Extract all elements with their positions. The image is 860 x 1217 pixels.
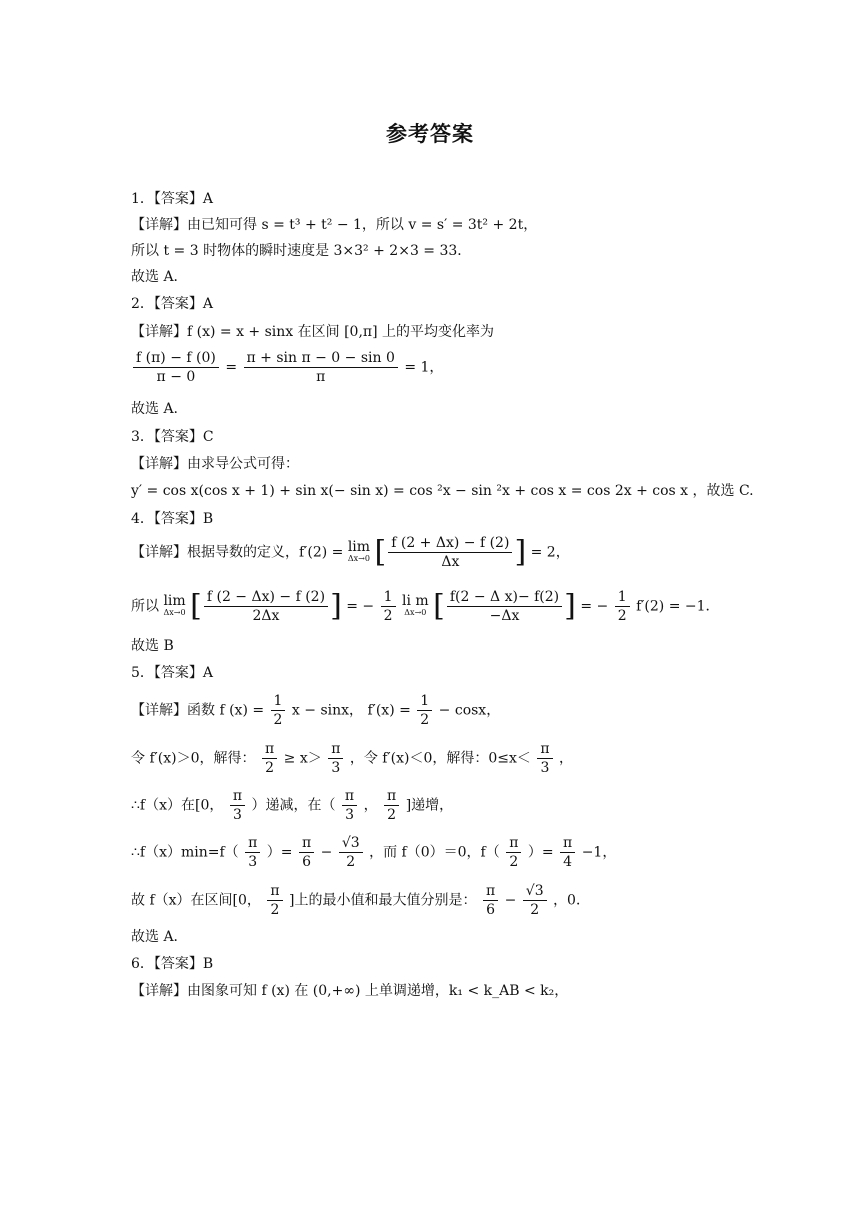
fraction: $\frac{\pi}{3}$ [245, 834, 260, 871]
q5-monotonic: 令 f′(x)＞0，解得： $\frac{\pi}{2}$ ≥ x＞ $\frac{\pi}{3}$ ，令 f′(x)＜0，解得：0≤x＜ $\frac{\pi}{3}$ ， [131, 741, 574, 776]
fraction: $\frac{\pi}{4}$ [560, 834, 575, 871]
fraction: $\frac{f (\pi) - f (0)}{\pi - 0}$ [133, 349, 219, 386]
q4-answer: 4．【答案】B [131, 511, 214, 527]
limit: lim Δx→0 [163, 592, 186, 617]
q2-explain: 【详解】f (x) = x + sinx 在区间 [0,π] 上的平均变化率为 [131, 324, 495, 340]
q6-explain: 【详解】由图象可知 f (x) 在 (0,+∞) 上单调递增，k₁ < k_AB < k₂， [131, 983, 569, 999]
fraction: $\frac{\pi}{2}$ [506, 834, 521, 871]
page-title: 参考答案 [386, 122, 474, 146]
q4-derivation: 所以 lim Δx→0 [ $\frac{f (2 - \Delta x) - f (2)}{2\Delta x}$ ] = − $\frac{1}{2}$ li m Δx→0 [ $\frac{\text{f(2 − Δ x)− f(2)}}{-\Delta x}$ ] = − $\frac{1}{2}$ f′(2) = −1． [131, 588, 720, 624]
fraction: $\frac{\pi}{6}$ [483, 882, 498, 919]
q3-formula: y′ = cos x(cos x + 1) + sin x(− sin x) = cos ²x − sin ²x + cos x = cos 2x + cos x ，故选 C. [131, 483, 754, 499]
limit: li m Δx→0 [401, 592, 429, 617]
q1-explain: 【详解】由已知可得 s = t³ + t² − 1，所以 v = s′ = 3t² + 2t， [131, 217, 538, 233]
fraction: $\frac{\pi}{3}$ [537, 740, 552, 777]
q5-min-value: ∴f（x）min=f（ $\frac{\pi}{3}$ ）= $\frac{\pi}{6}$ − $\frac{√3}{2}$ ，而 f（0）＝0，f（ $\frac{\pi}{2}$ ）= $\frac{\pi}{4}$ −1， [131, 835, 617, 870]
fraction: $\frac{\pi}{3}$ [342, 787, 357, 824]
q1-conclusion: 故选 A． [131, 269, 188, 285]
fraction: $\frac{\pi}{3}$ [328, 740, 343, 777]
q5-conclusion: 故选 A． [131, 929, 188, 945]
fraction: $\frac{√3}{2}$ [523, 882, 547, 919]
fraction: $\frac{\pi}{6}$ [299, 834, 314, 871]
q2-answer: 2．【答案】A [131, 296, 214, 312]
fraction: $\frac{1}{2}$ [381, 588, 396, 625]
q5-result: 故 f（x）在区间[0， $\frac{\pi}{2}$ ]上的最小值和最大值分别是： $\frac{\pi}{6}$ − $\frac{√3}{2}$ ，0． [131, 883, 590, 918]
fraction: $\frac{1}{2}$ [417, 692, 432, 729]
q2-conclusion: 故选 A. [131, 401, 179, 417]
fraction: $\frac{\pi}{3}$ [230, 787, 245, 824]
fraction: $\frac{\text{π + sin π − 0 − sin 0}}{\pi}$ [244, 349, 398, 386]
q3-answer: 3．【答案】C [131, 429, 214, 445]
q5-intervals: ∴f（x）在[0， $\frac{\pi}{3}$ ）递减，在（ $\frac{\pi}{3}$ ， $\frac{\pi}{2}$ ]递增， [131, 788, 454, 823]
fraction: $\frac{f (2 - \Delta x) - f (2)}{2\Delta x}$ [204, 588, 328, 625]
fraction: $\frac{\pi}{2}$ [262, 740, 277, 777]
q5-function: 【详解】函数 f (x) = $\frac{1}{2}$ x − sinx， f′(x) = $\frac{1}{2}$ − cosx， [131, 693, 501, 728]
fraction: $\frac{1}{2}$ [615, 588, 630, 625]
fraction: $\frac{f (2 + \Delta x) - f (2)}{\Delta x}$ [388, 534, 512, 571]
limit: lim Δx→0 [347, 538, 371, 563]
q5-answer: 5．【答案】A [131, 665, 214, 681]
q6-answer: 6．【答案】B [131, 956, 214, 972]
q1-answer: 1．【答案】A [131, 191, 214, 207]
q4-explain: 【详解】根据导数的定义，f′(2) = lim Δx→0 [ $\frac{f (2 + \Delta x) - f (2)}{\Delta x}$ ] = 2， [131, 534, 570, 570]
fraction: $\frac{√3}{2}$ [339, 834, 363, 871]
q2-formula: $\frac{f (\pi) - f (0)}{\pi - 0}$ = $\frac{\text{π + sin π − 0 − sin 0}}{\pi}$ = 1， [131, 349, 443, 386]
fraction: $\frac{\text{f(2 − Δ x)− f(2)}}{-\Delta x}$ [447, 588, 562, 625]
q4-conclusion: 故选 B [131, 638, 174, 654]
q1-explain-2: 所以 t = 3 时物体的瞬时速度是 3×3² + 2×3 = 33． [131, 243, 472, 259]
q3-explain: 【详解】由求导公式可得： [131, 456, 299, 472]
fraction: $\frac{\pi}{2}$ [267, 882, 282, 919]
fraction: $\frac{1}{2}$ [271, 692, 286, 729]
fraction: $\frac{\pi}{2}$ [384, 787, 399, 824]
